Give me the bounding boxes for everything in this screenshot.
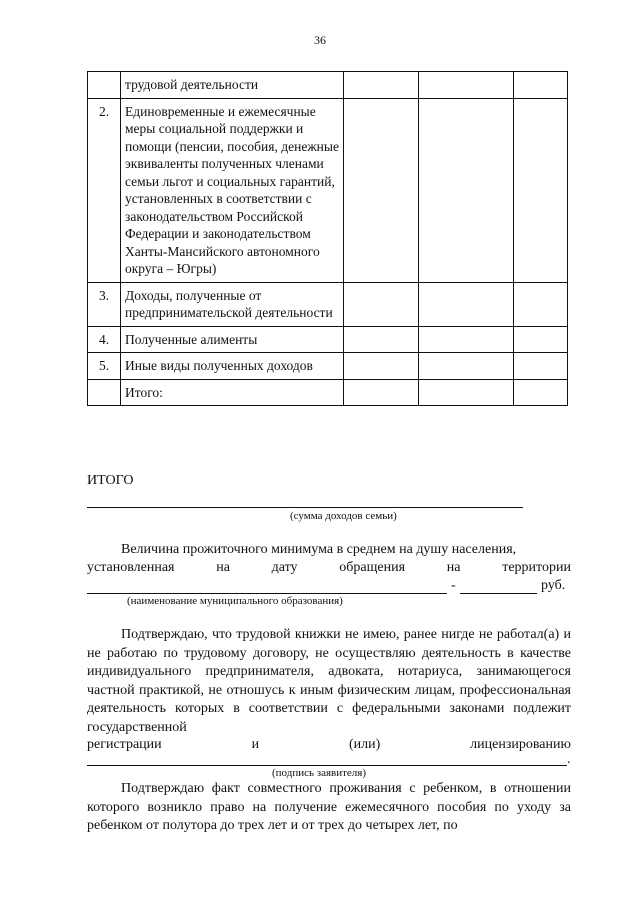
word: и — [251, 737, 260, 752]
value-cell — [514, 353, 568, 380]
confirm-no-work-paragraph: Подтверждаю, что трудовой книжки не имею, ранее нигде не работал(а) и не работаю по трудовому договору, не осуществляю деятельность в качестве индивидуального предпринимателя, адвоката, нотариуса, занимающегося частной практикой, не отношусь к иным физическим лицам, профессиональная деятельность которых в соответствии с федеральными законами подлежит государственной — [87, 627, 571, 735]
income-table — [87, 71, 568, 406]
value-cell — [419, 326, 514, 353]
value-cell — [344, 326, 419, 353]
value-cell — [514, 326, 568, 353]
row-number — [88, 72, 121, 99]
signature-caption: (подпись заявителя) — [272, 767, 367, 779]
municipality-caption: (наименование муниципального образования) — [127, 595, 343, 607]
value-cell — [419, 379, 514, 406]
word: лицензированию — [470, 737, 571, 752]
value-cell — [514, 98, 568, 282]
family-income-line[interactable] — [87, 507, 523, 508]
row-label: Полученные алименты — [121, 326, 344, 353]
row-number — [88, 379, 121, 406]
confirm-cohabitation-paragraph: Подтверждаю факт совместного проживания с ребенком, в отношении которого возникло право на получение ежемесячного пособия по уходу за ребенком от полутора до трех лет и от трех до четырех лет, по — [87, 781, 571, 833]
value-cell — [514, 282, 568, 326]
value-cell — [419, 98, 514, 282]
confirm-no-work-last-line — [87, 737, 571, 753]
currency-label: руб. — [541, 578, 566, 593]
value-cell — [419, 72, 514, 99]
signature-line-period: . — [567, 752, 571, 767]
subsistence-line-1: Величина прожиточного минимума в среднем на душу населения, — [121, 542, 517, 557]
value-cell — [344, 353, 419, 380]
dash: - — [451, 578, 456, 593]
value-cell — [419, 282, 514, 326]
table-row — [88, 72, 568, 99]
word: обращения — [339, 560, 406, 575]
word: (или) — [348, 737, 381, 752]
row-label: трудовой деятельности — [121, 72, 344, 99]
row-number: 3. — [88, 282, 121, 326]
row-number: 5. — [88, 353, 121, 380]
family-income-caption: (сумма доходов семьи) — [290, 510, 397, 522]
subsistence-line-2 — [87, 560, 571, 576]
table-row — [88, 379, 568, 406]
table-row — [88, 353, 568, 380]
page-number: 36 — [314, 33, 326, 47]
row-label: Единовременные и ежемесячные меры социальной поддержки и помощи (пенсии, пособия, денежные эквиваленты полученных членами семьи льгот и социальных гарантий, установленных в соответствии с законодательством Российской Федерации и законодательством Ханты-Мансийского автономного округа – Югры) — [121, 98, 344, 282]
amount-line[interactable] — [460, 593, 537, 594]
value-cell — [344, 98, 419, 282]
municipality-line[interactable] — [87, 593, 447, 594]
word: дату — [271, 560, 298, 575]
row-label: Доходы, полученные от предпринимательской деятельности — [121, 282, 344, 326]
table-row — [88, 282, 568, 326]
row-number: 2. — [88, 98, 121, 282]
itogo-heading: ИТОГО — [87, 473, 134, 488]
row-label: Итого: — [121, 379, 344, 406]
table-row — [88, 326, 568, 353]
value-cell — [344, 72, 419, 99]
signature-line[interactable] — [87, 765, 567, 766]
word: на — [446, 560, 461, 575]
row-label: Иные виды полученных доходов — [121, 353, 344, 380]
word: установленная — [87, 560, 175, 575]
value-cell — [344, 282, 419, 326]
row-number: 4. — [88, 326, 121, 353]
word: территории — [502, 560, 571, 575]
table-row — [88, 98, 568, 282]
value-cell — [419, 353, 514, 380]
value-cell — [344, 379, 419, 406]
value-cell — [514, 72, 568, 99]
word: регистрации — [87, 737, 162, 752]
word: на — [216, 560, 230, 575]
value-cell — [514, 379, 568, 406]
